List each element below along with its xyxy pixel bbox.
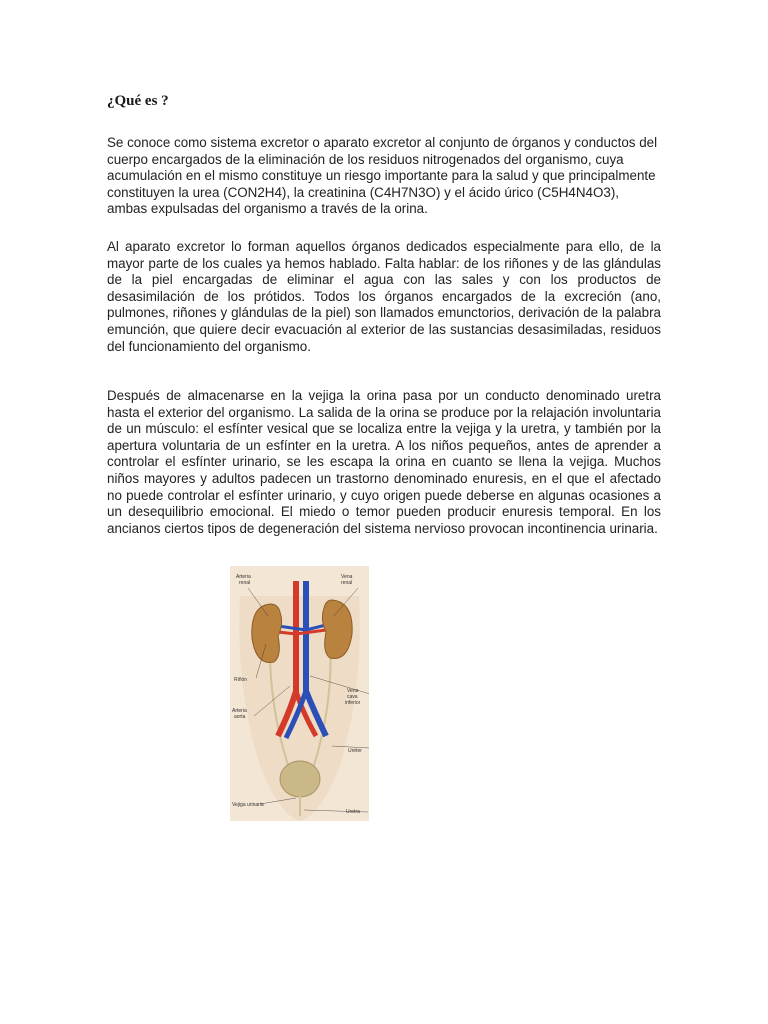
- label-uretra: Uretra: [346, 809, 360, 815]
- label-vena-cava-1: Vena: [347, 688, 359, 694]
- right-kidney: [322, 600, 352, 659]
- anatomy-diagram: [230, 566, 369, 821]
- paragraph-2: Al aparato excretor lo forman aquellos órganos dedicados especialmente para ello, de la mayor parte de los cuales ya hemos hablado. Falta hablar: de los riñones y de las glándulas de la piel encargadas de eliminar el agua con las sales y con los productos de desasimilación de los prótidos. Todos los órganos encargados de la excreción (ano, pulmones, riñones y glándulas de la piel) son llamados emunctorios, derivación de la palabra emunción, que quiere decir evacuación al exterior de las sustancias desasimiladas, residuos del funcionamiento del organismo.: [107, 239, 661, 354]
- label-vena-renal-1: Vena: [341, 574, 353, 580]
- label-vena-cava-3: inferior: [345, 700, 361, 706]
- label-arteria-aorta-1: Arteria: [232, 708, 247, 714]
- label-rinon: Riñón: [234, 677, 248, 683]
- paragraph-3: Después de almacenarse en la vejiga la orina pasa por un conducto denominado uretra hasta el exterior del organismo. La salida de la orina se produce por la relajación involuntaria de un músculo: el esfínter vesical que se localiza entre la vejiga y la uretra, y también por la apertura voluntaria de un esfínter en la uretra. A los niños pequeños, antes de aprender a controlar el esfínter urinario, se les escapa la orina en cuanto se llena la vejiga. Muchos niños mayores y adultos padecen un trastorno denominado enuresis, en el que el afectado no puede controlar el esfínter urinario, y cuyo origen puede deberse en algunas ocasiones a un desequilibrio emocional. El miedo o temor pueden producir enuresis temporal. En los ancianos ciertos tipos de degeneración del sistema nervioso provocan incontinencia urinaria.: [107, 388, 661, 536]
- label-vena-renal-2: renal: [341, 580, 353, 586]
- label-vejiga-urinaria: Vejiga urinaria: [232, 802, 264, 808]
- label-arteria-renal-1: Arteria: [236, 574, 251, 580]
- bladder: [280, 761, 320, 797]
- urinary-system-illustration: [230, 566, 369, 821]
- paragraph-1: Se conoce como sistema excretor o aparato excretor al conjunto de órganos y conductos del cuerpo encargados de la eliminación de los residuos nitrogenados del organismo, cuya acumulación en el mismo constituye un riesgo importante para la salud y que principalmente constituyen la urea (CON2H4), la creatinina (C4H7N3O) y el ácido úrico (C5H4N4O3), ambas expulsadas del organismo a través de la orina.: [107, 135, 658, 217]
- label-arteria-renal-2: renal: [239, 580, 251, 586]
- page-title: ¿Qué es ?: [107, 93, 169, 109]
- label-ureter: Uréter: [348, 748, 362, 754]
- left-kidney: [252, 604, 282, 663]
- label-vena-cava-2: cava: [347, 694, 358, 700]
- label-arteria-aorta-2: aorta: [234, 714, 246, 720]
